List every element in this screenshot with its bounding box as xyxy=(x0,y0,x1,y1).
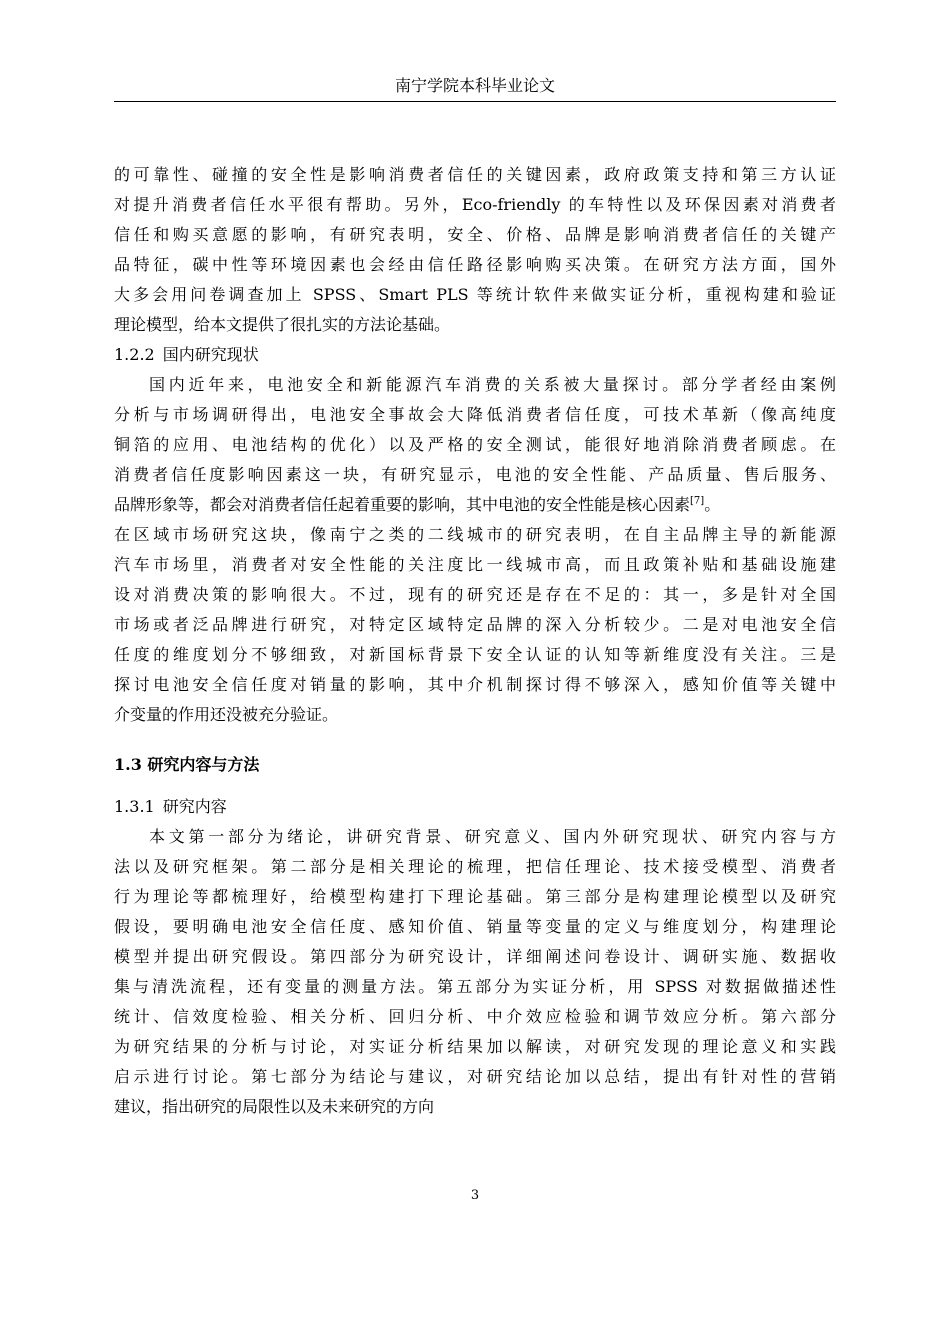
heading-1-3: 1.3 研究内容与方法 xyxy=(114,755,260,774)
text-line: 对提升消费者信任水平很有帮助。另外，Eco-friendly 的车特性以及环保因素对消费者 xyxy=(114,195,836,214)
heading-1-2-2 xyxy=(114,340,836,370)
text-line: 理论模型，给本文提供了很扎实的方法论基础。 xyxy=(114,315,451,334)
text-punctuation: 。 xyxy=(704,495,721,514)
text-line: 建议，指出研究的局限性以及未来研究的方向 xyxy=(114,1097,435,1116)
heading-number: 1.2.2 xyxy=(114,345,155,364)
text-line: 集与清洗流程，还有变量的测量方法。第五部分为实证分析，用 SPSS 对数据做描述性 xyxy=(114,977,836,996)
text-line: 品牌形象等，都会对消费者信任起着重要的影响，其中电池的安全性能是核心因素 xyxy=(114,495,691,514)
text-line: 行为理论等都梳理好，给模型构建打下理论基础。第三部分是构建理论模型以及研究 xyxy=(114,887,836,906)
text-line: 在区域市场研究这块，像南宁之类的二线城市的研究表明，在自主品牌主导的新能源 xyxy=(114,525,836,544)
heading-1-3-1 xyxy=(114,792,836,822)
text-line: 模型并提出研究假设。第四部分为研究设计，详细阐述问卷设计、调研实施、数据收 xyxy=(114,947,836,966)
paragraph-domestic-research xyxy=(114,370,836,730)
text-line: 介变量的作用还没被充分验证。 xyxy=(114,705,339,724)
text-line: 的可靠性、碰撞的安全性是影响消费者信任的关键因素，政府政策支持和第三方认证 xyxy=(114,165,836,184)
text-line: 市场或者泛品牌进行研究，对特定区域特定品牌的深入分析较少。二是对电池安全信 xyxy=(114,615,836,634)
heading-title: 研究内容 xyxy=(162,797,227,816)
text-line: 启示进行讨论。第七部分为结论与建议，对研究结论加以总结，提出有针对性的营销 xyxy=(114,1067,836,1086)
page-number: 3 xyxy=(470,1188,480,1203)
page-header xyxy=(114,70,836,102)
text-line: 信任和购买意愿的影响，有研究表明，安全、价格、品牌是影响消费者信任的关键产 xyxy=(114,225,836,244)
text-line: 统计、信效度检验、相关分析、回归分析、中介效应检验和调节效应分析。第六部分 xyxy=(114,1007,836,1026)
text-line: 法以及研究框架。第二部分是相关理论的梳理，把信任理论、技术接受模型、消费者 xyxy=(114,857,836,876)
paragraph-research-content xyxy=(114,822,836,1122)
paragraph-foreign-research-tail xyxy=(114,160,836,340)
text-line: 分析与市场调研得出，电池安全事故会大降低消费者信任度，可技术革新（像高纯度 xyxy=(114,405,836,424)
text-line: 大多会用问卷调查加上 SPSS、Smart PLS 等统计软件来做实证分析，重视构建和验证 xyxy=(114,285,836,304)
header-title: 南宁学院本科毕业论文 xyxy=(394,76,555,95)
text-line: 铜箔的应用、电池结构的优化）以及严格的安全测试，能很好地消除消费者顾虑。在 xyxy=(114,435,836,454)
text-line: 国内近年来，电池安全和新能源汽车消费的关系被大量探讨。部分学者经由案例 xyxy=(149,375,836,394)
text-line: 探讨电池安全信任度对销量的影响，其中介机制探讨得不够深入，感知价值等关键中 xyxy=(114,675,836,694)
text-line: 本文第一部分为绪论，讲研究背景、研究意义、国内外研究现状、研究内容与方 xyxy=(149,827,836,846)
text-line: 假设，要明确电池安全信任度、感知价值、销量等变量的定义与维度划分，构建理论 xyxy=(114,917,836,936)
text-line: 任度的维度划分不够细致，对新国标背景下安全认证的认知等新维度没有关注。三是 xyxy=(114,645,836,664)
text-line: 为研究结果的分析与讨论，对实证分析结果加以解读，对研究发现的理论意义和实践 xyxy=(114,1037,836,1056)
text-line: 品特征，碳中性等环境因素也会经由信任路径影响购买决策。在研究方法方面，国外 xyxy=(114,255,836,274)
text-line: 设对消费决策的影响很大。不过，现有的研究还是存在不足的：其一，多是针对全国 xyxy=(114,585,836,604)
heading-number: 1.3.1 xyxy=(114,797,155,816)
citation-mark: [7] xyxy=(690,495,705,507)
text-line: 汽车市场里，消费者对安全性能的关注度比一线城市高，而且政策补贴和基础设施建 xyxy=(114,555,836,574)
text-line-with-citation xyxy=(114,490,836,520)
heading-title: 国内研究现状 xyxy=(162,345,259,364)
text-line: 消费者信任度影响因素这一块，有研究显示，电池的安全性能、产品质量、售后服务、 xyxy=(114,465,836,484)
document-body xyxy=(114,160,836,1122)
